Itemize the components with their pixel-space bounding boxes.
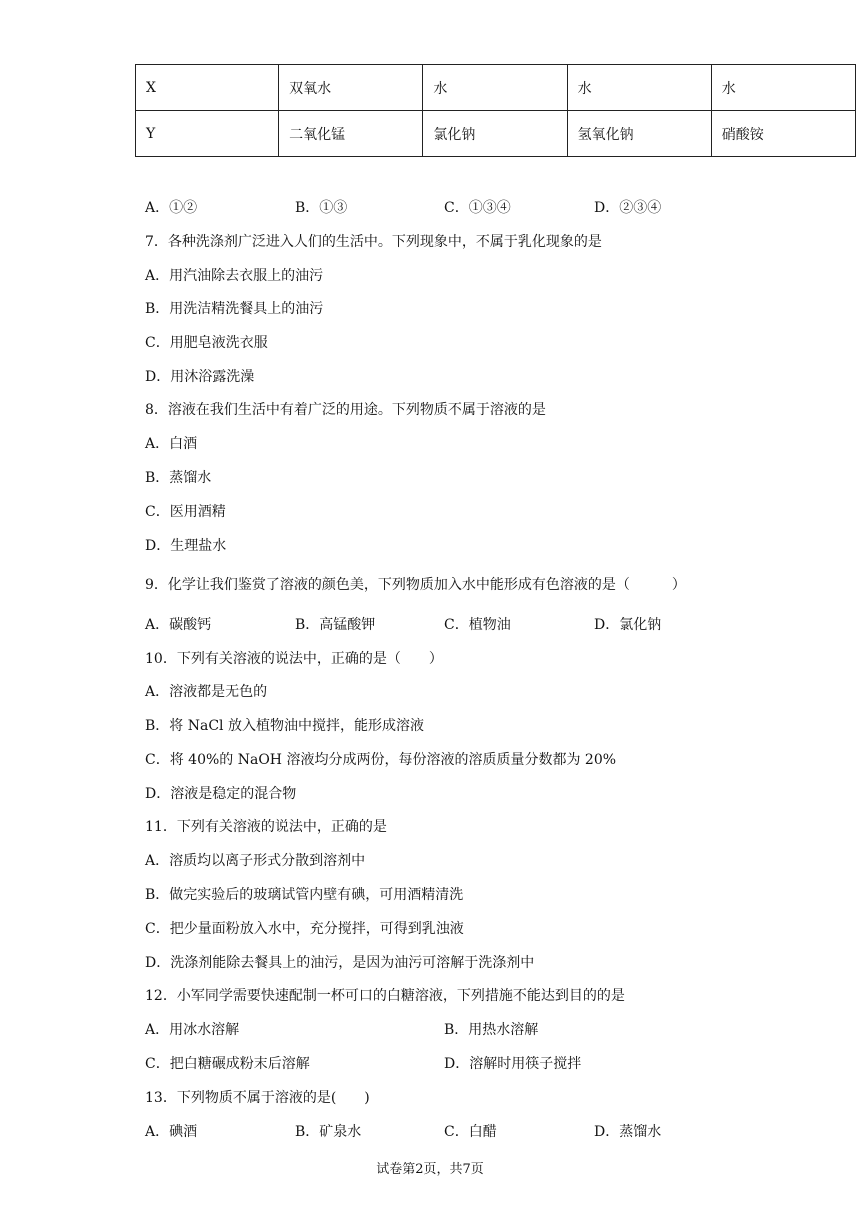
q8-option-a: A．白酒 [145,436,198,452]
table-row [136,111,856,157]
q9-option-d: D．氯化钠 [594,617,662,633]
q6-option-c: C．①③④ [444,200,511,216]
table-cell: 氯化钠 [423,111,567,157]
q8-option-b: B．蒸馏水 [145,470,212,486]
q9-option-b: B．高锰酸钾 [295,617,376,633]
table-cell: Y [136,111,279,157]
q12-stem: 12．小军同学需要快速配制一杯可口的白糖溶液，下列措施不能达到目的的是 [145,988,625,1004]
table-cell: 水 [423,65,567,111]
table-cell: 水 [711,65,855,111]
q11-option-d: D．洗涤剂能除去餐具上的油污，是因为油污可溶解于洗涤剂中 [145,955,535,971]
q11-stem: 11．下列有关溶液的说法中，正确的是 [145,819,387,835]
q8-stem: 8．溶液在我们生活中有着广泛的用途。下列物质不属于溶液的是 [145,402,546,418]
q7-option-b: B．用洗洁精洗餐具上的油污 [145,301,324,317]
q8-option-d: D．生理盐水 [145,538,227,554]
q9-stem: 9．化学让我们鉴赏了溶液的颜色美，下列物质加入水中能形成有色溶液的是（ ） [145,577,686,593]
q9-option-a: A．碳酸钙 [145,617,212,633]
q11-option-c: C．把少量面粉放入水中，充分搅拌，可得到乳浊液 [145,921,464,937]
table-cell: 水 [567,65,711,111]
q13-option-d: D．蒸馏水 [594,1124,662,1140]
q12-option-d: D．溶解时用筷子搅拌 [444,1056,582,1072]
q9-option-c: C．植物油 [444,617,511,633]
table-cell: 氢氧化钠 [567,111,711,157]
q13-option-b: B．矿泉水 [295,1124,362,1140]
q10-option-b: B．将 NaCl 放入植物油中搅拌，能形成溶液 [145,718,424,734]
q7-option-c: C．用肥皂液洗衣服 [145,335,268,351]
xy-table [135,64,856,157]
table-cell: 双氧水 [279,65,423,111]
q13-option-a: A．碘酒 [145,1124,198,1140]
table-cell: X [136,65,279,111]
q7-stem: 7．各种洗涤剂广泛进入人们的生活中。下列现象中，不属于乳化现象的是 [145,234,602,250]
q6-option-b: B．①③ [295,200,348,216]
q7-option-a: A．用汽油除去衣服上的油污 [145,268,324,284]
q10-option-c: C．将 40%的 NaOH 溶液均分成两份，每份溶液的溶质质量分数都为 20% [145,752,617,768]
q10-option-a: A．溶液都是无色的 [145,684,268,700]
q10-option-d: D．溶液是稳定的混合物 [145,786,297,802]
page-footer: 试卷第2页，共7页 [376,1162,484,1177]
q12-option-a: A．用冰水溶解 [145,1022,240,1038]
q8-option-c: C．医用酒精 [145,504,226,520]
q11-option-b: B．做完实验后的玻璃试管内壁有碘，可用酒精清洗 [145,887,464,903]
q12-option-c: C．把白糖碾成粉末后溶解 [145,1056,310,1072]
q10-stem: 10．下列有关溶液的说法中，正确的是（ ） [145,651,443,667]
q12-option-b: B．用热水溶解 [444,1022,539,1038]
q13-stem: 13．下列物质不属于溶液的是( ) [145,1090,370,1106]
table-cell: 二氧化锰 [279,111,423,157]
q6-option-a: A．①② [145,200,198,216]
q11-option-a: A．溶质均以离子形式分散到溶剂中 [145,853,366,869]
table-row [136,65,856,111]
q7-option-d: D．用沐浴露洗澡 [145,369,255,385]
q6-option-d: D．②③④ [594,200,662,216]
table-cell: 硝酸铵 [711,111,855,157]
q13-option-c: C．白醋 [444,1124,497,1140]
